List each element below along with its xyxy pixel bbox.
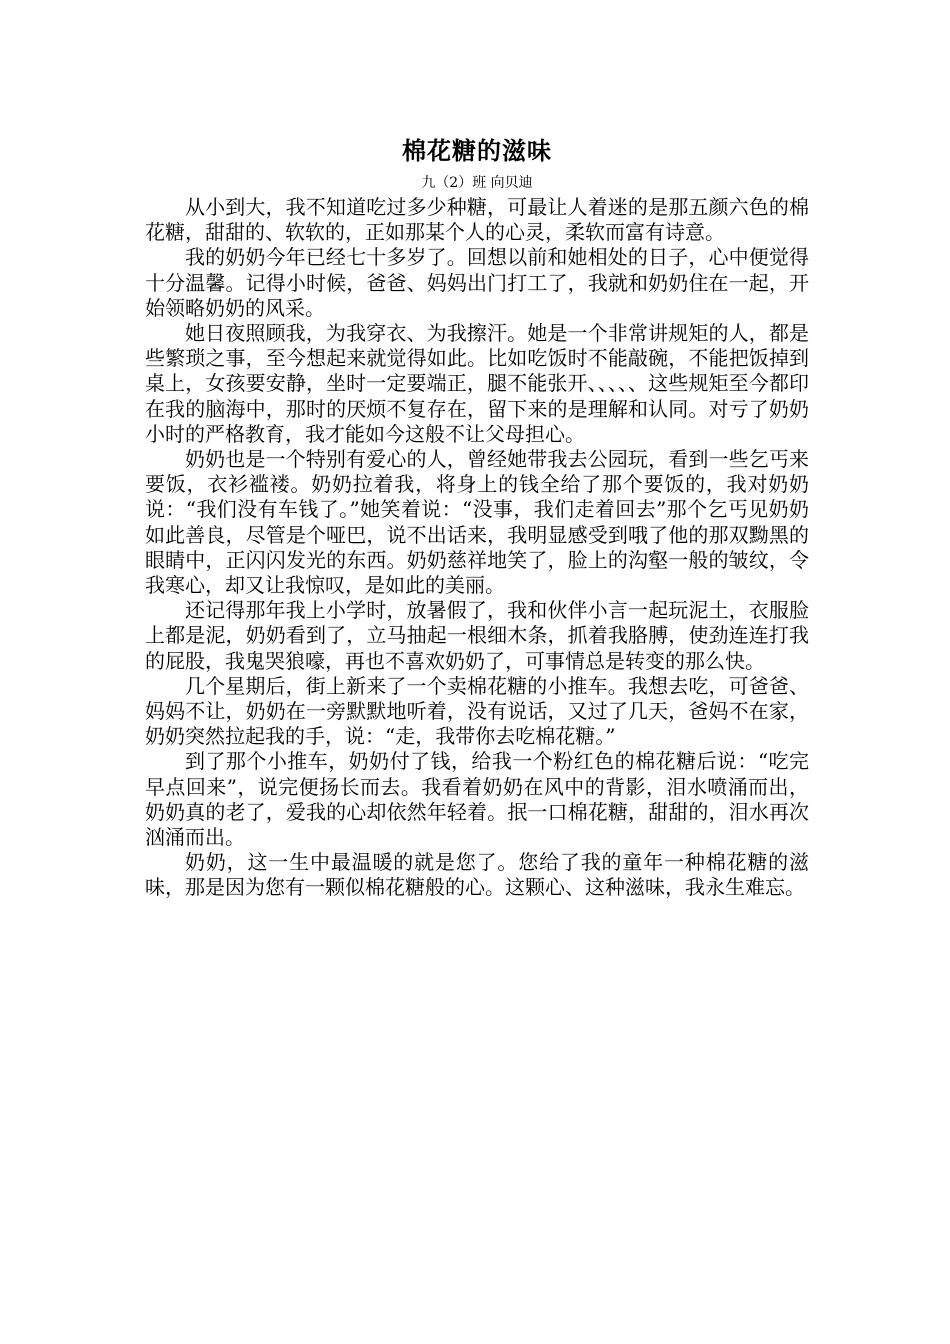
paragraph-5: 还记得那年我上小学时，放暑假了，我和伙伴小言一起玩泥土，衣服脸上都是泥，奶奶看到了，立马抽起一根细木条，抓着我胳膊，使劲连连打我的屁股，我鬼哭狼嚎，再也不喜欢奶奶了，可事情总是转变的那么快。: [145, 598, 809, 673]
paragraph-1: 从小到大，我不知道吃过多少种糖，可最让人着迷的是那五颜六色的棉花糖，甜甜的、软软的，正如那某个人的心灵，柔软而富有诗意。: [145, 195, 809, 245]
paragraph-6: 几个星期后，街上新来了一个卖棉花糖的小推车。我想去吃，可爸爸、妈妈不让，奶奶在一旁默默地听着，没有说话，又过了几天，爸妈不在家，奶奶突然拉起我的手，说：“走，我带你去吃棉花糖。”: [145, 673, 809, 749]
paragraph-4: 奶奶也是一个特别有爱心的人，曾经她带我去公园玩，看到一些乞丐来要饭，衣衫褴褛。奶奶拉着我，将身上的钱全给了那个要饭的，我对奶奶说：“我们没有车钱了。”她笑着说：“没事，我们走着回去”那个乞丐见奶奶如此善良，尽管是个哑巴，说不出话来，我明显感受到哦了他的那双黝黑的眼睛中，正闪闪发光的东西。奶奶慈祥地笑了，脸上的沟壑一般的皱纹，令我寒心，却又让我惊叹，是如此的美丽。: [145, 447, 809, 598]
paragraph-3: 她日夜照顾我，为我穿衣、为我擦汗。她是一个非常讲规矩的人，都是些繁琐之事，至今想起来就觉得如此。比如吃饭时不能敲碗，不能把饭掉到桌上，女孩要安静，坐时一定要端正，腿不能张开、、、、、这些规矩至今都印在我的脑海中，那时的厌烦不复存在，留下来的是理解和认同。对亏了奶奶小时的严格教育，我才能如今这般不让父母担心。: [145, 321, 809, 446]
author-byline: 九（2）班 向贝迪: [421, 175, 533, 191]
paragraph-7: 到了那个小推车，奶奶付了钱，给我一个粉红色的棉花糖后说：“吃完早点回来”，说完便扬长而去。我看着奶奶在风中的背影，泪水喷涌而出，奶奶真的老了，爱我的心却依然年轻着。抿一口棉花糖，甜甜的，泪水再次汹涌而出。: [145, 749, 809, 850]
essay-body: [145, 133, 809, 901]
paragraph-8: 奶奶，这一生中最温暖的就是您了。您给了我的童年一种棉花糖的滋味，那是因为您有一颗似棉花糖般的心。这颗心、这种滋味，我永生难忘。: [145, 850, 809, 900]
paragraph-2: 我的奶奶今年已经七十多岁了。回想以前和她相处的日子，心中便觉得十分温馨。记得小时候，爸爸、妈妈出门打工了，我就和奶奶住在一起，开始领略奶奶的风采。: [145, 245, 809, 320]
essay-title: 棉花糖的滋味: [402, 137, 552, 165]
